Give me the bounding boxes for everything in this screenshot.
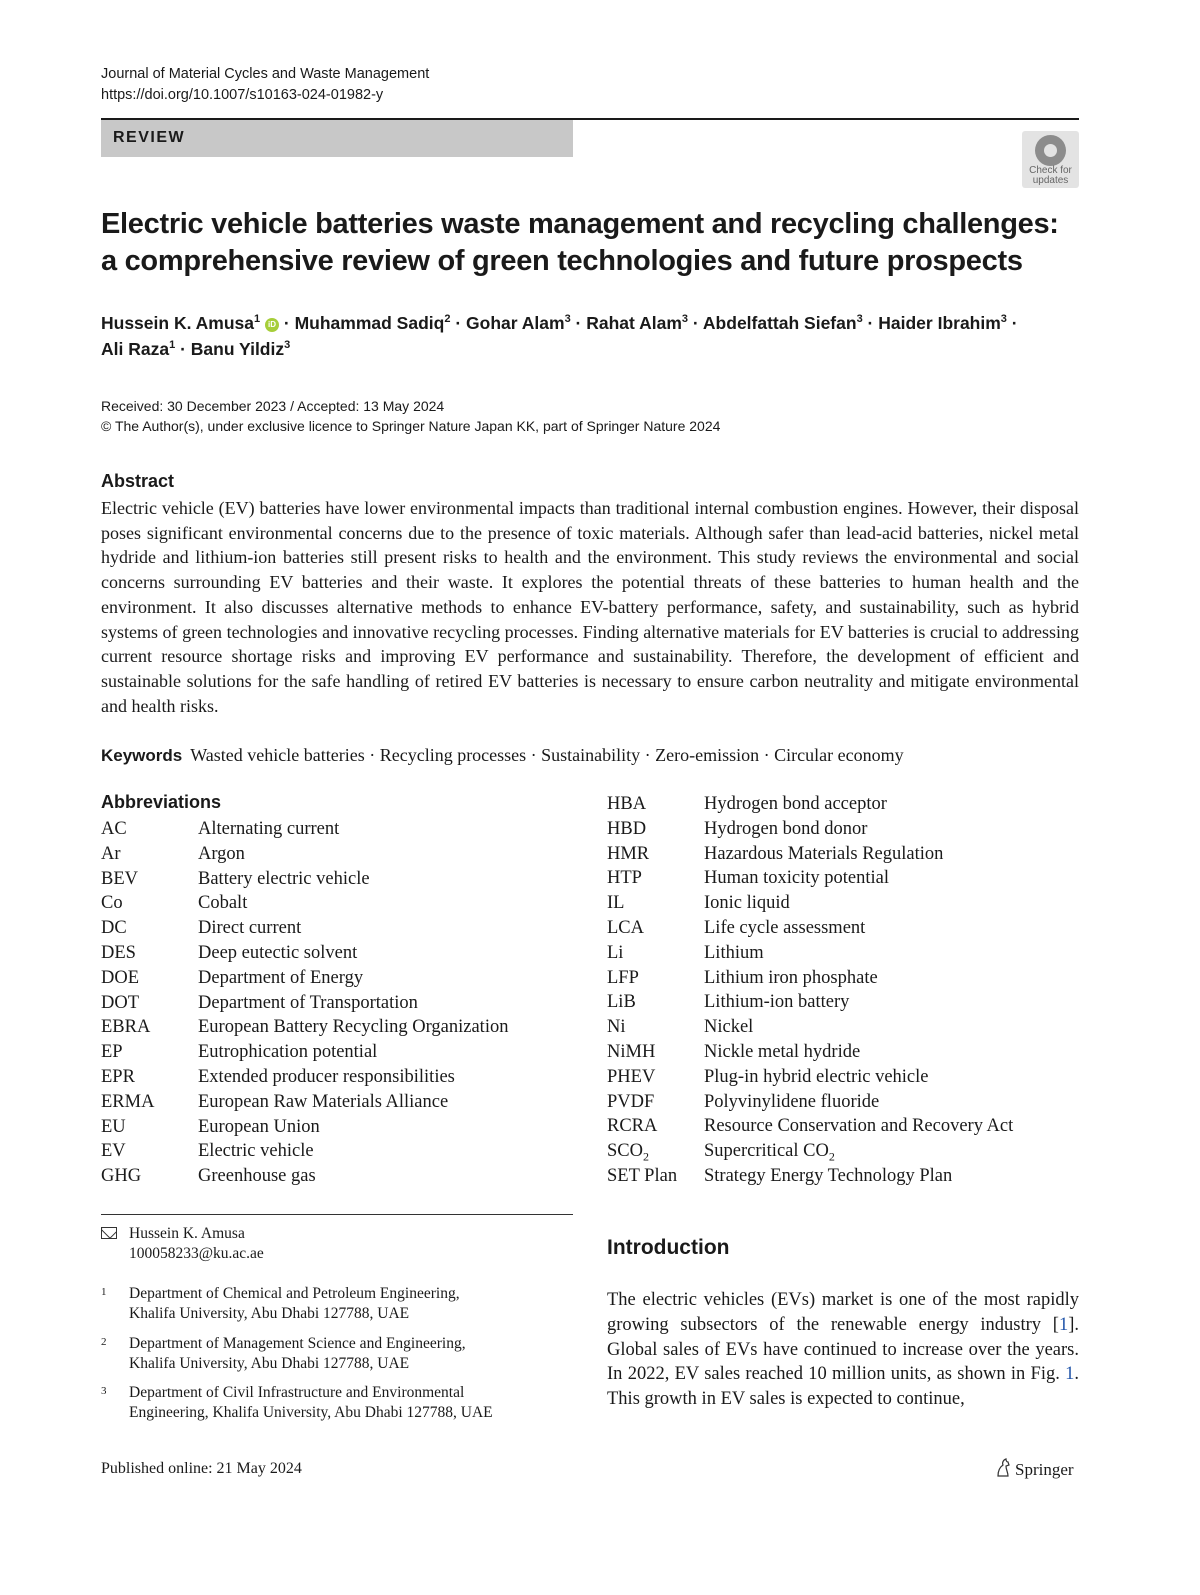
abbreviation-definition: Lithium-ion battery: [704, 992, 850, 1013]
abbreviation-code: LiB: [607, 992, 636, 1013]
author-affiliation: 2: [444, 313, 451, 326]
publisher-logo: [995, 1458, 1074, 1480]
abbreviation-code: LFP: [607, 967, 639, 988]
abbreviation-code: Ni: [607, 1017, 626, 1038]
abbreviation-code: LCA: [607, 918, 644, 938]
author-name[interactable]: Gohar Alam: [466, 313, 565, 333]
abbreviation-definition: Cobalt: [198, 893, 248, 914]
article-title: [101, 206, 1081, 280]
abbreviation-row: [607, 1040, 1079, 1065]
abbreviation-code: Co: [101, 893, 123, 914]
introduction-body: [607, 1288, 1079, 1412]
abbreviation-row: [101, 867, 571, 892]
corresponding-author: Hussein K. Amusa: [129, 1225, 245, 1242]
author-affiliation: 3: [681, 313, 689, 326]
copyright-notice: © The Author(s), under exclusive licence to Springer Nature Japan KK, part of Springer Nature 2024: [101, 418, 721, 434]
published-online: Published online: 21 May 2024: [101, 1460, 302, 1477]
abbreviation-code-subscript: 2: [643, 1149, 649, 1164]
abbreviation-row: [101, 966, 571, 991]
keywords-list: Wasted vehicle batteries · Recycling processes · Sustainability · Zero-emission · Circular economy: [190, 745, 904, 765]
publisher-name: Springer: [1015, 1460, 1074, 1479]
journal-name: Journal of Material Cycles and Waste Management: [101, 66, 430, 82]
article-type-label: REVIEW: [113, 129, 186, 146]
journal-header: [101, 64, 429, 106]
abbreviation-definition: Department of Energy: [198, 967, 364, 988]
abbreviation-definition-subscript: 2: [828, 1149, 835, 1164]
title-line-2: a comprehensive review of green technologies and future prospects: [101, 245, 1023, 277]
affiliation-number: 1: [101, 1286, 107, 1298]
abbreviation-definition: Lithium iron phosphate: [704, 967, 878, 988]
abbreviation-row: [101, 842, 571, 867]
abbreviation-code: EBRA: [101, 1017, 151, 1038]
abbreviation-row: [101, 1090, 571, 1115]
affiliation-number: 3: [101, 1385, 107, 1397]
abbreviation-row: [101, 1164, 571, 1189]
abbreviation-row: [101, 891, 571, 916]
envelope-icon: [101, 1227, 117, 1239]
abbreviations-right-column: [607, 792, 1079, 1197]
abstract-body: Electric vehicle (EV) batteries have lower environmental impacts than traditional internal combustion engines. However, their disposal poses significant environmental concerns due to the presence of toxic materials. Although safer than lead-acid batteries, nickel metal hydride and lithium-ion batteries still present risks to health and the environment. This study reviews the environmental and social concerns surrounding EV batteries and their waste. It explores the potential threats of these batteries to human health and the environment. It also discusses alternative methods to enhance EV-battery performance, safety, and sustainability, such as hybrid systems of green technologies and innovative recycling processes. Finding alternative materials for EV batteries is crucial to addressing current resource shortage risks and improving EV performance and sustainability. Therefore, the development of efficient and sustainable solutions for the safe handling of retired EV batteries is necessary to ensure carbon neutrality and mitigate environmental and health risks.: [101, 498, 1079, 716]
abbreviation-definition: Department of Transportation: [198, 992, 418, 1013]
introduction-heading: Introduction: [607, 1236, 730, 1259]
received-accepted: Received: 30 December 2023 / Accepted: 13 May 2024: [101, 398, 445, 414]
abbreviation-definition: Nickel: [704, 1017, 754, 1038]
abbreviation-row: [101, 817, 571, 842]
abbreviation-row: [607, 1015, 1079, 1040]
author-affiliation: 3: [564, 313, 571, 326]
abbreviation-code: EPR: [101, 1067, 135, 1087]
affiliation-number: 2: [101, 1336, 107, 1348]
abbreviation-definition: Electric vehicle: [198, 1141, 314, 1162]
abbreviation-definition: Ionic liquid: [704, 893, 790, 914]
intro-text: The electric vehicles (EVs) market is one of the most rapidly growing subsectors of the renewable energy industry [: [607, 1290, 1079, 1335]
abbreviation-code: PVDF: [607, 1091, 655, 1112]
abbreviation-code: BEV: [101, 868, 138, 889]
abbreviation-row: [607, 792, 1079, 817]
abbreviation-code: HMR: [607, 843, 650, 864]
abbreviation-code: EU: [101, 1116, 126, 1137]
abbreviation-row: [607, 1090, 1079, 1115]
intro-text: . This growth in EV sales is expected to continue,: [607, 1364, 1079, 1410]
abbreviation-row: [607, 1065, 1079, 1090]
abbreviation-definition: Alternating current: [198, 819, 340, 839]
abbreviation-code: PHEV: [607, 1066, 656, 1087]
abbreviation-code: GHG: [101, 1166, 142, 1187]
springer-horse-icon: [995, 1458, 1011, 1478]
abbreviation-row: [607, 1139, 1079, 1164]
abbreviation-definition: Deep eutectic solvent: [198, 943, 358, 963]
article-type-bar: [101, 120, 573, 157]
abbreviation-code: Ar: [101, 843, 121, 864]
abstract-heading: Abstract: [101, 471, 175, 491]
abbreviation-definition: Greenhouse gas: [198, 1166, 316, 1187]
abbreviation-row: [101, 1115, 571, 1140]
abbreviation-code: SET Plan: [607, 1166, 678, 1186]
abbreviation-row: [607, 966, 1079, 991]
intro-text: ]. Global sales of EVs have continued to increase over the years. In 2022, EV sales reached 10 million units, as shown in Fig.: [607, 1314, 1079, 1385]
affiliation-line: Khalifa University, Abu Dhabi 127788, UAE: [129, 1355, 410, 1372]
abbreviation-row: [607, 916, 1079, 941]
abbreviation-code: EP: [101, 1042, 123, 1063]
abbreviation-definition: Hydrogen bond donor: [704, 818, 868, 839]
title-line-1: Electric vehicle batteries waste management and recycling challenges:: [101, 208, 1059, 240]
abbreviation-row: [101, 1040, 571, 1065]
author-affiliation: 3: [1000, 313, 1007, 326]
abbreviation-row: [607, 1114, 1079, 1139]
abbreviation-definition: Battery electric vehicle: [198, 868, 370, 889]
abbreviation-code: IL: [607, 893, 625, 914]
author-affiliation: 1: [169, 339, 176, 352]
abbreviation-row: [101, 941, 571, 966]
affiliation-line: Engineering, Khalifa University, Abu Dhabi 127788, UAE: [129, 1404, 493, 1421]
author-list: Hussein K. Amusa$^1$ iD · Muhammad Sadiq$^2$ · Gohar Alam$^3$ · Rahat Alam$^3$ · Abdelfattah Siefan$^3$ · Haider Ibrahim$^3$ · Ali Raza$^1$ · Banu Yildiz$^3$: [101, 313, 1018, 359]
abbreviation-definition: Hazardous Materials Regulation: [704, 843, 944, 864]
keywords: [101, 742, 1079, 769]
abbreviation-definition: European Battery Recycling Organization: [198, 1017, 509, 1038]
abbreviation-definition: Human toxicity potential: [704, 868, 889, 889]
abbreviation-code: DC: [101, 918, 127, 939]
doi-link[interactable]: https://doi.org/10.1007/s10163-024-01982-y: [101, 87, 384, 103]
abbreviation-code: SCO: [607, 1141, 643, 1162]
abbreviation-code: RCRA: [607, 1116, 658, 1137]
figure-link[interactable]: 1: [1065, 1364, 1075, 1385]
abbreviation-code: AC: [101, 819, 127, 839]
author-name[interactable]: Rahat Alam: [586, 313, 682, 333]
check-for-updates-badge[interactable]: [1022, 131, 1079, 188]
abbreviation-row: [607, 990, 1079, 1015]
abbreviation-code: Li: [607, 942, 624, 963]
abbreviation-row: [101, 1065, 571, 1090]
abbreviation-definition: Resource Conservation and Recovery Act: [704, 1116, 1014, 1137]
badge-line-1: Check for: [1029, 165, 1072, 176]
author-name[interactable]: Muhammad Sadiq: [294, 313, 445, 333]
abbreviation-definition: Nickle metal hydride: [704, 1042, 861, 1062]
author-name[interactable]: Hussein K. Amusa: [101, 313, 255, 333]
abbreviation-definition: Supercritical CO: [704, 1141, 829, 1162]
orcid-icon[interactable]: iD: [265, 318, 279, 332]
abbreviation-row: [607, 866, 1079, 891]
badge-line-2: updates: [1032, 175, 1069, 186]
author-name[interactable]: Banu Yildiz: [190, 339, 285, 359]
abbreviation-row: [101, 1139, 571, 1164]
affiliation-line: Khalifa University, Abu Dhabi 127788, UAE: [129, 1305, 410, 1322]
author-name[interactable]: Ali Raza: [101, 339, 170, 359]
update-icon: [1035, 135, 1066, 166]
abbreviation-code: DES: [101, 943, 136, 963]
corresponding-email[interactable]: 100058233@ku.ac.ae: [129, 1245, 264, 1262]
abbreviation-definition: Polyvinylidene fluoride: [704, 1091, 880, 1112]
abbreviation-definition: Hydrogen bond acceptor: [704, 794, 887, 814]
abbreviation-definition: European Union: [198, 1116, 320, 1137]
citation-link[interactable]: 1: [1058, 1314, 1069, 1335]
keywords-label: Keywords: [101, 746, 183, 765]
author-affiliation: 3: [856, 313, 863, 326]
affiliation-line: Department of Management Science and Engineering,: [129, 1335, 466, 1352]
abbreviation-definition: Plug-in hybrid electric vehicle: [704, 1066, 929, 1087]
abbreviation-code: HBA: [607, 794, 647, 814]
abbreviation-definition: Argon: [198, 843, 245, 864]
abbreviation-code: EV: [101, 1141, 126, 1162]
affiliation-line: Department of Civil Infrastructure and Environmental: [129, 1384, 465, 1401]
abbreviation-row: [101, 916, 571, 941]
abbreviations-left-column: [101, 817, 571, 1197]
abbreviation-code: ERMA: [101, 1091, 155, 1112]
abbreviation-row: [607, 842, 1079, 867]
abbreviation-row: [607, 1164, 1079, 1189]
abbreviation-definition: Strategy Energy Technology Plan: [704, 1166, 953, 1186]
affiliation-line: Department of Chemical and Petroleum Engineering,: [129, 1285, 460, 1302]
correspondence: [101, 1224, 581, 1264]
abbreviation-definition: European Raw Materials Alliance: [198, 1091, 449, 1112]
abbreviation-code: DOE: [101, 967, 140, 988]
article-dates: [101, 396, 720, 436]
abbreviation-definition: Lithium: [704, 942, 764, 963]
abbreviation-row: [607, 941, 1079, 966]
author-affiliation: 1: [254, 313, 261, 326]
abbreviation-row: [101, 1015, 571, 1040]
abbreviation-row: [607, 817, 1079, 842]
abbreviation-code: HBD: [607, 818, 647, 839]
footnote-rule: [101, 1214, 573, 1215]
abbreviation-code: DOT: [101, 992, 140, 1013]
abbreviation-definition: Life cycle assessment: [704, 918, 866, 938]
author-affiliation: 3: [284, 339, 291, 352]
abbreviation-row: [101, 991, 571, 1016]
abbreviation-code: HTP: [607, 868, 642, 889]
author-name[interactable]: Abdelfattah Siefan: [702, 313, 857, 333]
abbreviation-definition: Direct current: [198, 918, 302, 939]
abbreviation-row: [607, 891, 1079, 916]
author-name[interactable]: Haider Ibrahim: [878, 313, 1001, 333]
abbreviation-definition: Eutrophication potential: [198, 1042, 378, 1063]
abbreviation-definition: Extended producer responsibilities: [198, 1067, 455, 1087]
abbreviation-code: NiMH: [607, 1042, 656, 1062]
abbreviations-heading: Abbreviations: [101, 792, 222, 812]
